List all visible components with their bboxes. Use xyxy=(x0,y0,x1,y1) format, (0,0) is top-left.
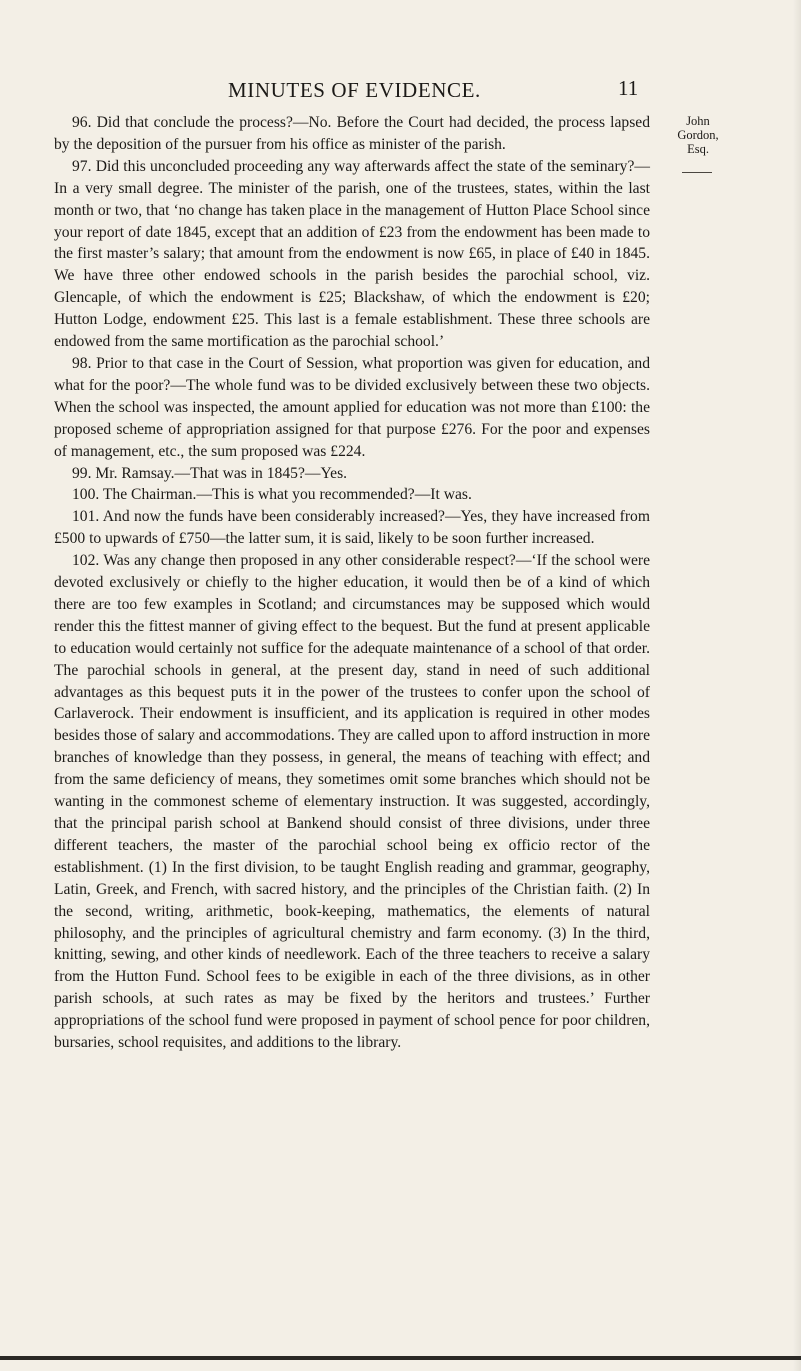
paragraph-99: 99. Mr. Ramsay.—That was in 1845?—Yes. xyxy=(72,464,348,482)
paragraph-100: 100. The Chairman.—This is what you recommended?—It was. xyxy=(72,486,472,504)
margin-note-line: Gordon, xyxy=(677,128,719,142)
paragraph-97: 97. Did this unconcluded proceeding any way afterwards affect the state of the seminary?—In a very small degree. The minister of the parish, one of the trustees, states, within the last month or two, that ‘no change has taken place in the management of Hutton Place School since your report of date 1845, except that an addition of £23 from the endowment has been made to the first master’s salary; that amount from the endowment is now £65, in place of £40 in 1845. We have three other endowed schools in the parish besides the parochial school, viz. Glencaple, of which the endowment is £25; Blackshaw, of which the endowment is £20; Hutton Lodge, endowment £25. This last is a female establishment. These three schools are endowed from the same mortification as the parochial school.’ xyxy=(54,157,650,351)
page-edge-shadow xyxy=(793,0,801,1371)
bottom-rule xyxy=(0,1356,801,1360)
running-title: MINUTES OF EVIDENCE. xyxy=(228,78,481,102)
paragraph-96: 96. Did that conclude the process?—No. Before the Court had decided, the process lapsed by the deposition of the pursuer from his office as minister of the parish. xyxy=(54,114,650,153)
paragraph-102: 102. Was any change then proposed in any other considerable respect?—‘If the school were devoted exclusively or chiefly to the higher education, it would then be of a kind of which there are too few examples in Scotland; and circumstances may be supposed which would render this the fittest manner of giving effect to the bequest. But the fund at present applicable to education would certainly not suffice for the adequate maintenance of a school of that order. The parochial schools in general, at the present day, stand in need of such additional advantages as this bequest puts it in the power of the trustees to confer upon the school of Carlaverock. Their endowment is insufficient, and its application is required in other modes besides those of salary and accommodations. They are called upon to afford instruction in more branches of knowledge than they possess, in general, the means of teaching with effect; and from the same deficiency of means, they sometimes omit some branches which should not be wanting in the commonest scheme of elementary instruction. It was suggested, accordingly, that the principal parish school at Bankend should consist of three divisions, under three different teachers, the master of the parochial school being ex officio rector of the establishment. (1) In the first division, to be taught English reading and grammar, geography, Latin, Greek, and French, with sacred history, and the principles of the Christian faith. (2) In the second, writing, arithmetic, book-keeping, mathematics, the elements of natural philosophy, and the principles of agricultural chemistry and farm economy. (3) In the third, knitting, sewing, and other kinds of needlework. Each of the three teachers to receive a salary from the Hutton Fund. School fees to be exigible in each of the three divisions, as in other parish schools, at such rates as may be fixed by the heritors and trustees.’ Further appropriations of the school fund were proposed in payment of school pence for poor children, bursaries, school requisites, and additions to the library. xyxy=(54,552,650,1052)
margin-rule xyxy=(682,172,712,173)
paragraph-101: 101. And now the funds have been considerably increased?—Yes, they have increased from £500 to upwards of £750—the latter sum, it is said, likely to be soon further increased. xyxy=(54,508,650,548)
paragraph-98: 98. Prior to that case in the Court of Session, what proportion was given for education, and what for the poor?—The whole fund was to be divided exclusively between these two objects. When the school was inspected, the amount applied for education was not more than £100: the proposed scheme of appropriation assigned for that purpose £276. For the poor and expenses of management, etc., the sum proposed was £224. xyxy=(54,354,650,460)
evidence-body xyxy=(54,112,650,1054)
margin-note xyxy=(668,114,728,156)
page-number: 11 xyxy=(618,76,639,100)
margin-note-line: John xyxy=(686,114,710,128)
running-header xyxy=(0,76,801,106)
margin-note-line: Esq. xyxy=(687,142,709,156)
